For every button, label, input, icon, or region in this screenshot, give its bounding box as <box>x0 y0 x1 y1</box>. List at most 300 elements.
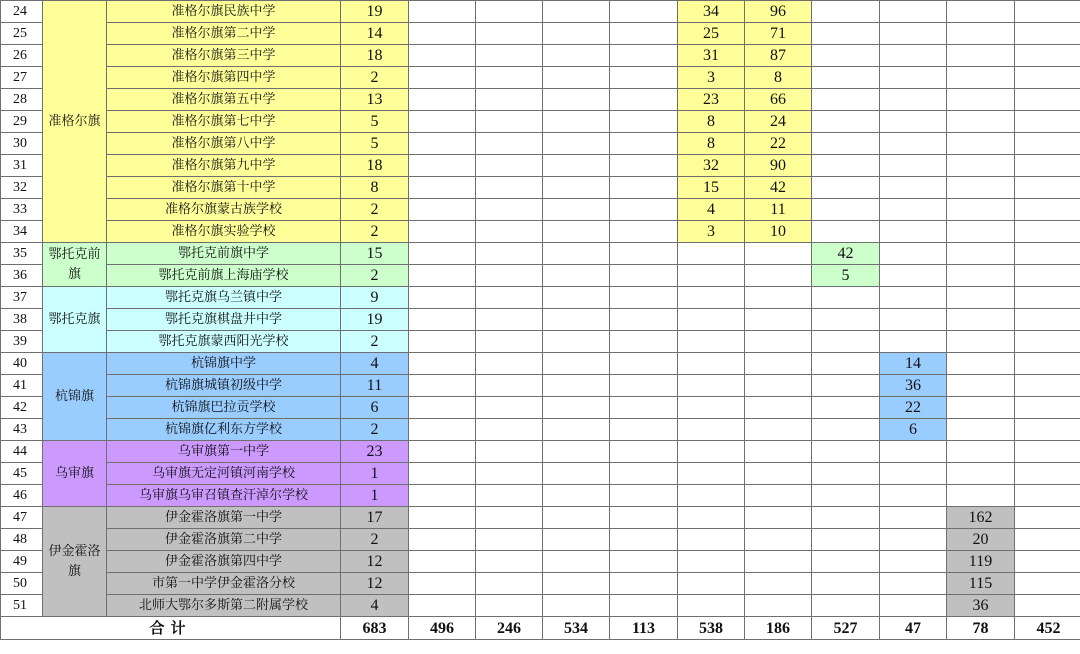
quota-cell: 20 <box>947 529 1015 551</box>
quota-cell <box>543 1 610 23</box>
enrollment-count: 18 <box>341 155 409 177</box>
table-body <box>1 1 1080 617</box>
quota-cell <box>812 287 880 309</box>
row-number: 32 <box>1 177 43 199</box>
quota-cell <box>409 221 476 243</box>
quota-cell <box>543 595 610 617</box>
table-row <box>1 23 1080 45</box>
table-row <box>1 375 1080 397</box>
school-name: 鄂托克前旗中学 <box>107 243 341 265</box>
table-row <box>1 155 1080 177</box>
quota-cell: 3 <box>678 67 745 89</box>
quota-cell <box>409 199 476 221</box>
quota-cell <box>1015 485 1080 507</box>
quota-cell <box>947 309 1015 331</box>
quota-cell <box>880 265 947 287</box>
quota-cell <box>947 331 1015 353</box>
quota-cell <box>543 529 610 551</box>
quota-cell <box>678 595 745 617</box>
quota-cell <box>476 463 543 485</box>
quota-cell <box>947 89 1015 111</box>
quota-cell <box>476 221 543 243</box>
quota-cell <box>476 529 543 551</box>
quota-cell <box>812 573 880 595</box>
quota-cell <box>1015 89 1080 111</box>
quota-cell <box>409 551 476 573</box>
quota-cell <box>476 1 543 23</box>
quota-cell <box>1015 265 1080 287</box>
table-row <box>1 309 1080 331</box>
row-number: 24 <box>1 1 43 23</box>
quota-cell <box>880 507 947 529</box>
quota-cell <box>947 23 1015 45</box>
row-number: 41 <box>1 375 43 397</box>
quota-cell <box>1015 45 1080 67</box>
total-value: 452 <box>1015 617 1080 640</box>
quota-cell <box>678 331 745 353</box>
quota-cell <box>610 243 678 265</box>
quota-cell <box>947 67 1015 89</box>
quota-cell <box>543 67 610 89</box>
quota-cell: 24 <box>745 111 812 133</box>
table-row <box>1 45 1080 67</box>
quota-cell: 32 <box>678 155 745 177</box>
quota-cell <box>745 573 812 595</box>
quota-cell <box>745 397 812 419</box>
table-row <box>1 133 1080 155</box>
quota-cell <box>543 375 610 397</box>
quota-cell <box>812 199 880 221</box>
school-name: 杭锦旗中学 <box>107 353 341 375</box>
row-number: 28 <box>1 89 43 111</box>
table-row <box>1 463 1080 485</box>
enrollment-count: 5 <box>341 133 409 155</box>
quota-cell <box>678 573 745 595</box>
quota-cell <box>947 133 1015 155</box>
enrollment-count: 4 <box>341 595 409 617</box>
quota-cell <box>1015 397 1080 419</box>
quota-cell: 8 <box>745 67 812 89</box>
table-row <box>1 573 1080 595</box>
quota-cell <box>678 397 745 419</box>
table-row <box>1 111 1080 133</box>
quota-cell <box>476 551 543 573</box>
quota-cell <box>476 419 543 441</box>
row-number: 33 <box>1 199 43 221</box>
quota-cell <box>543 353 610 375</box>
enrollment-count: 2 <box>341 265 409 287</box>
quota-cell <box>678 353 745 375</box>
quota-cell <box>880 23 947 45</box>
district-name: 鄂托克前旗 <box>43 243 107 287</box>
quota-cell <box>610 441 678 463</box>
row-number: 37 <box>1 287 43 309</box>
quota-cell <box>610 529 678 551</box>
quota-cell <box>409 441 476 463</box>
quota-cell <box>1015 507 1080 529</box>
quota-cell <box>476 331 543 353</box>
quota-cell <box>812 177 880 199</box>
quota-cell <box>409 111 476 133</box>
quota-cell: 115 <box>947 573 1015 595</box>
quota-cell <box>610 309 678 331</box>
quota-cell <box>409 265 476 287</box>
quota-cell <box>409 595 476 617</box>
quota-cell <box>880 441 947 463</box>
table-row <box>1 265 1080 287</box>
row-number: 39 <box>1 331 43 353</box>
quota-cell <box>610 551 678 573</box>
quota-cell: 23 <box>678 89 745 111</box>
row-number: 47 <box>1 507 43 529</box>
quota-cell <box>678 309 745 331</box>
enrollment-count: 19 <box>341 309 409 331</box>
quota-cell <box>409 331 476 353</box>
enrollment-count: 12 <box>341 573 409 595</box>
quota-cell <box>947 1 1015 23</box>
enrollment-count: 12 <box>341 551 409 573</box>
quota-cell <box>1015 551 1080 573</box>
school-name: 北师大鄂尔多斯第二附属学校 <box>107 595 341 617</box>
quota-cell <box>610 111 678 133</box>
total-value: 186 <box>745 617 812 640</box>
quota-cell <box>880 133 947 155</box>
quota-cell <box>1015 243 1080 265</box>
quota-cell <box>812 45 880 67</box>
table-row <box>1 243 1080 265</box>
row-number: 48 <box>1 529 43 551</box>
quota-cell <box>812 133 880 155</box>
district-name: 乌审旗 <box>43 441 107 507</box>
quota-cell: 162 <box>947 507 1015 529</box>
total-value: 534 <box>543 617 610 640</box>
quota-cell <box>476 441 543 463</box>
quota-cell <box>880 199 947 221</box>
total-value: 527 <box>812 617 880 640</box>
quota-cell <box>543 331 610 353</box>
quota-cell <box>1015 573 1080 595</box>
quota-cell <box>1015 419 1080 441</box>
total-row <box>1 617 1080 640</box>
quota-cell <box>610 177 678 199</box>
enrollment-count: 2 <box>341 529 409 551</box>
table-row <box>1 595 1080 617</box>
row-number: 46 <box>1 485 43 507</box>
quota-cell <box>880 221 947 243</box>
quota-cell <box>409 133 476 155</box>
quota-cell <box>610 353 678 375</box>
quota-cell <box>812 551 880 573</box>
quota-cell <box>812 463 880 485</box>
quota-cell <box>1015 529 1080 551</box>
quota-cell <box>476 485 543 507</box>
row-number: 27 <box>1 67 43 89</box>
quota-cell <box>1015 155 1080 177</box>
quota-cell <box>678 375 745 397</box>
quota-cell <box>745 375 812 397</box>
quota-cell <box>880 111 947 133</box>
quota-cell <box>880 243 947 265</box>
district-name: 准格尔旗 <box>43 1 107 243</box>
quota-cell <box>745 309 812 331</box>
quota-cell <box>947 111 1015 133</box>
table-row <box>1 1 1080 23</box>
school-name: 准格尔旗第九中学 <box>107 155 341 177</box>
school-name: 准格尔旗第二中学 <box>107 23 341 45</box>
quota-cell <box>1015 375 1080 397</box>
quota-cell <box>880 177 947 199</box>
table-row <box>1 287 1080 309</box>
row-number: 45 <box>1 463 43 485</box>
enrollment-count: 17 <box>341 507 409 529</box>
quota-cell <box>745 243 812 265</box>
quota-cell <box>745 419 812 441</box>
row-number: 43 <box>1 419 43 441</box>
table-row <box>1 331 1080 353</box>
quota-cell <box>543 243 610 265</box>
quota-cell <box>409 375 476 397</box>
row-number: 29 <box>1 111 43 133</box>
quota-cell: 5 <box>812 265 880 287</box>
enrollment-count: 5 <box>341 111 409 133</box>
quota-cell <box>610 89 678 111</box>
quota-cell <box>678 485 745 507</box>
quota-cell <box>745 463 812 485</box>
quota-cell <box>745 353 812 375</box>
quota-cell <box>409 243 476 265</box>
quota-cell <box>610 67 678 89</box>
quota-cell <box>543 133 610 155</box>
quota-cell <box>476 111 543 133</box>
quota-cell <box>610 331 678 353</box>
quota-cell <box>947 287 1015 309</box>
table-row <box>1 67 1080 89</box>
quota-cell: 36 <box>947 595 1015 617</box>
quota-cell <box>678 287 745 309</box>
quota-cell <box>476 243 543 265</box>
quota-cell <box>476 45 543 67</box>
quota-cell <box>409 1 476 23</box>
quota-cell <box>1015 133 1080 155</box>
quota-cell <box>812 507 880 529</box>
quota-cell <box>610 573 678 595</box>
row-number: 34 <box>1 221 43 243</box>
school-name: 准格尔旗第四中学 <box>107 67 341 89</box>
quota-cell <box>409 419 476 441</box>
quota-cell <box>812 441 880 463</box>
quota-cell: 10 <box>745 221 812 243</box>
quota-cell <box>1015 309 1080 331</box>
quota-cell: 15 <box>678 177 745 199</box>
quota-cell <box>947 199 1015 221</box>
quota-cell <box>1015 23 1080 45</box>
school-name: 准格尔旗第五中学 <box>107 89 341 111</box>
quota-cell <box>745 287 812 309</box>
school-name: 准格尔旗实验学校 <box>107 221 341 243</box>
quota-cell <box>409 23 476 45</box>
quota-cell <box>543 111 610 133</box>
row-number: 38 <box>1 309 43 331</box>
table-row <box>1 507 1080 529</box>
table-row <box>1 353 1080 375</box>
quota-cell <box>476 507 543 529</box>
row-number: 42 <box>1 397 43 419</box>
quota-cell: 71 <box>745 23 812 45</box>
quota-cell: 96 <box>745 1 812 23</box>
quota-cell <box>543 463 610 485</box>
quota-cell <box>610 1 678 23</box>
enrollment-count: 15 <box>341 243 409 265</box>
quota-cell <box>812 397 880 419</box>
quota-cell: 22 <box>745 133 812 155</box>
quota-cell <box>476 89 543 111</box>
row-number: 30 <box>1 133 43 155</box>
quota-cell <box>880 595 947 617</box>
total-value: 78 <box>947 617 1015 640</box>
row-number: 25 <box>1 23 43 45</box>
table-row <box>1 529 1080 551</box>
quota-cell <box>543 45 610 67</box>
quota-cell <box>812 23 880 45</box>
district-name: 杭锦旗 <box>43 353 107 441</box>
enrollment-count: 1 <box>341 485 409 507</box>
quota-cell <box>476 375 543 397</box>
quota-cell <box>610 375 678 397</box>
quota-cell: 6 <box>880 419 947 441</box>
quota-cell <box>476 155 543 177</box>
school-name: 伊金霍洛旗第四中学 <box>107 551 341 573</box>
quota-cell <box>476 265 543 287</box>
quota-cell: 25 <box>678 23 745 45</box>
quota-cell <box>880 287 947 309</box>
school-name: 准格尔旗蒙古族学校 <box>107 199 341 221</box>
quota-cell <box>610 287 678 309</box>
quota-cell <box>543 89 610 111</box>
quota-cell <box>543 199 610 221</box>
quota-cell <box>947 485 1015 507</box>
quota-cell: 22 <box>880 397 947 419</box>
quota-cell <box>543 397 610 419</box>
quota-cell <box>880 1 947 23</box>
total-label: 合计 <box>1 617 341 640</box>
quota-cell <box>1015 1 1080 23</box>
quota-cell <box>543 419 610 441</box>
quota-cell <box>812 419 880 441</box>
quota-cell <box>745 265 812 287</box>
quota-cell <box>880 463 947 485</box>
quota-cell <box>409 89 476 111</box>
quota-cell: 4 <box>678 199 745 221</box>
quota-cell <box>745 529 812 551</box>
quota-cell <box>880 309 947 331</box>
quota-cell <box>1015 221 1080 243</box>
quota-cell <box>745 507 812 529</box>
row-number: 40 <box>1 353 43 375</box>
quota-cell: 36 <box>880 375 947 397</box>
quota-cell <box>947 45 1015 67</box>
quota-cell <box>1015 595 1080 617</box>
quota-cell: 42 <box>812 243 880 265</box>
table-row <box>1 419 1080 441</box>
school-name: 鄂托克旗棋盘井中学 <box>107 309 341 331</box>
quota-cell <box>1015 177 1080 199</box>
quota-cell: 8 <box>678 133 745 155</box>
quota-cell: 66 <box>745 89 812 111</box>
enrollment-count: 4 <box>341 353 409 375</box>
quota-cell <box>476 67 543 89</box>
row-number: 36 <box>1 265 43 287</box>
quota-cell <box>476 573 543 595</box>
quota-cell <box>409 485 476 507</box>
quota-cell: 87 <box>745 45 812 67</box>
quota-cell <box>812 331 880 353</box>
quota-cell <box>678 265 745 287</box>
quota-cell <box>610 23 678 45</box>
quota-cell <box>678 243 745 265</box>
row-number: 35 <box>1 243 43 265</box>
quota-cell <box>610 485 678 507</box>
quota-cell <box>543 265 610 287</box>
total-value: 47 <box>880 617 947 640</box>
quota-cell <box>610 397 678 419</box>
quota-cell <box>476 177 543 199</box>
quota-cell <box>409 353 476 375</box>
quota-cell <box>880 551 947 573</box>
quota-cell <box>947 397 1015 419</box>
quota-cell <box>745 441 812 463</box>
quota-cell <box>409 397 476 419</box>
quota-cell: 119 <box>947 551 1015 573</box>
quota-cell <box>947 265 1015 287</box>
quota-cell <box>745 595 812 617</box>
quota-cell <box>543 155 610 177</box>
quota-cell <box>880 155 947 177</box>
enrollment-count: 13 <box>341 89 409 111</box>
quota-cell <box>812 353 880 375</box>
quota-cell <box>947 463 1015 485</box>
quota-cell <box>610 133 678 155</box>
row-number: 49 <box>1 551 43 573</box>
quota-cell <box>812 595 880 617</box>
quota-cell <box>543 177 610 199</box>
enrollment-count: 9 <box>341 287 409 309</box>
school-name: 准格尔旗第八中学 <box>107 133 341 155</box>
quota-cell <box>610 265 678 287</box>
school-name: 鄂托克旗蒙西阳光学校 <box>107 331 341 353</box>
quota-cell <box>1015 331 1080 353</box>
quota-cell <box>543 573 610 595</box>
quota-cell <box>812 67 880 89</box>
school-name: 乌审旗乌审召镇查汗淖尔学校 <box>107 485 341 507</box>
enrollment-count: 19 <box>341 1 409 23</box>
quota-cell <box>678 463 745 485</box>
quota-cell <box>409 287 476 309</box>
quota-cell <box>947 419 1015 441</box>
quota-cell <box>947 221 1015 243</box>
table-row <box>1 397 1080 419</box>
quota-cell <box>947 375 1015 397</box>
enrollment-count: 1 <box>341 463 409 485</box>
enrollment-count: 2 <box>341 67 409 89</box>
quota-cell <box>543 287 610 309</box>
quota-cell: 42 <box>745 177 812 199</box>
quota-cell <box>476 595 543 617</box>
quota-cell <box>947 441 1015 463</box>
enrollment-count: 11 <box>341 375 409 397</box>
quota-cell <box>812 1 880 23</box>
quota-cell: 14 <box>880 353 947 375</box>
quota-cell <box>812 111 880 133</box>
